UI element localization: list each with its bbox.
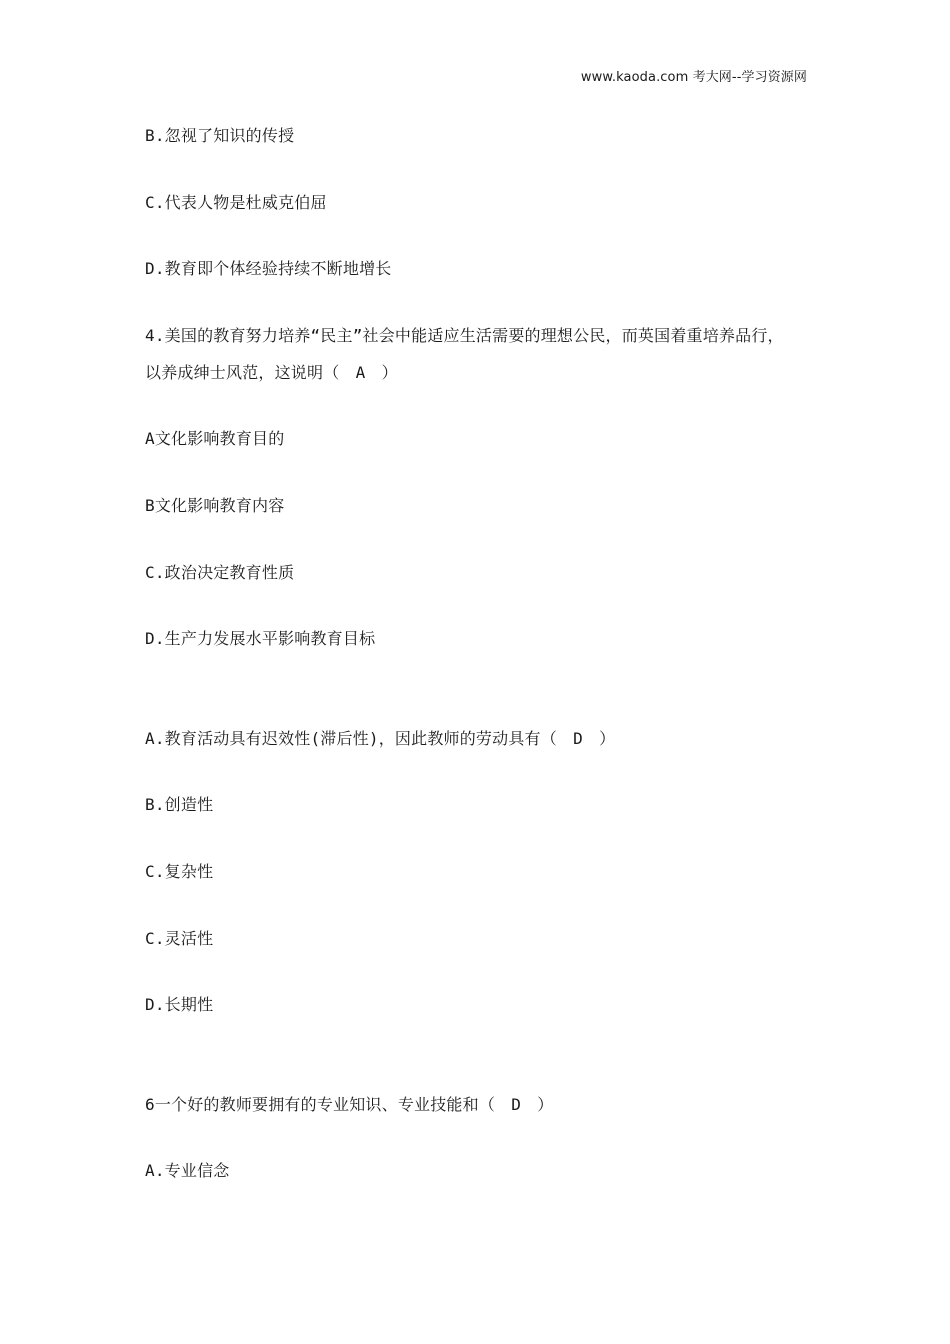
question-text: A.教育活动具有迟效性(滞后性)，因此教师的劳动具有（ D ） bbox=[145, 729, 616, 748]
option-line: C.政治决定教育性质 bbox=[145, 563, 295, 582]
option-line: A文化影响教育目的 bbox=[145, 429, 285, 448]
option-line: D.长期性 bbox=[145, 995, 214, 1014]
option-line: C.复杂性 bbox=[145, 862, 214, 881]
question-text: 以养成绅士风范，这说明（ A ） bbox=[145, 363, 398, 382]
page-header-site: www.kaoda.com 考大网--学习资源网 bbox=[580, 70, 807, 85]
option-line: A.专业信念 bbox=[145, 1161, 230, 1180]
option-line: D.生产力发展水平影响教育目标 bbox=[145, 629, 376, 648]
option-line: B.忽视了知识的传授 bbox=[145, 126, 295, 145]
option-line: B.创造性 bbox=[145, 795, 214, 814]
option-line: D.教育即个体经验持续不断地增长 bbox=[145, 259, 392, 278]
question-text: 6一个好的教师要拥有的专业知识、专业技能和（ D ） bbox=[145, 1095, 554, 1114]
option-line: B文化影响教育内容 bbox=[145, 496, 285, 515]
question-text: 4.美国的教育努力培养“民主”社会中能适应生活需要的理想公民，而英国着重培养品行， bbox=[145, 326, 784, 345]
option-line: C.代表人物是杜威克伯屈 bbox=[145, 193, 327, 212]
option-line: C.灵活性 bbox=[145, 929, 214, 948]
